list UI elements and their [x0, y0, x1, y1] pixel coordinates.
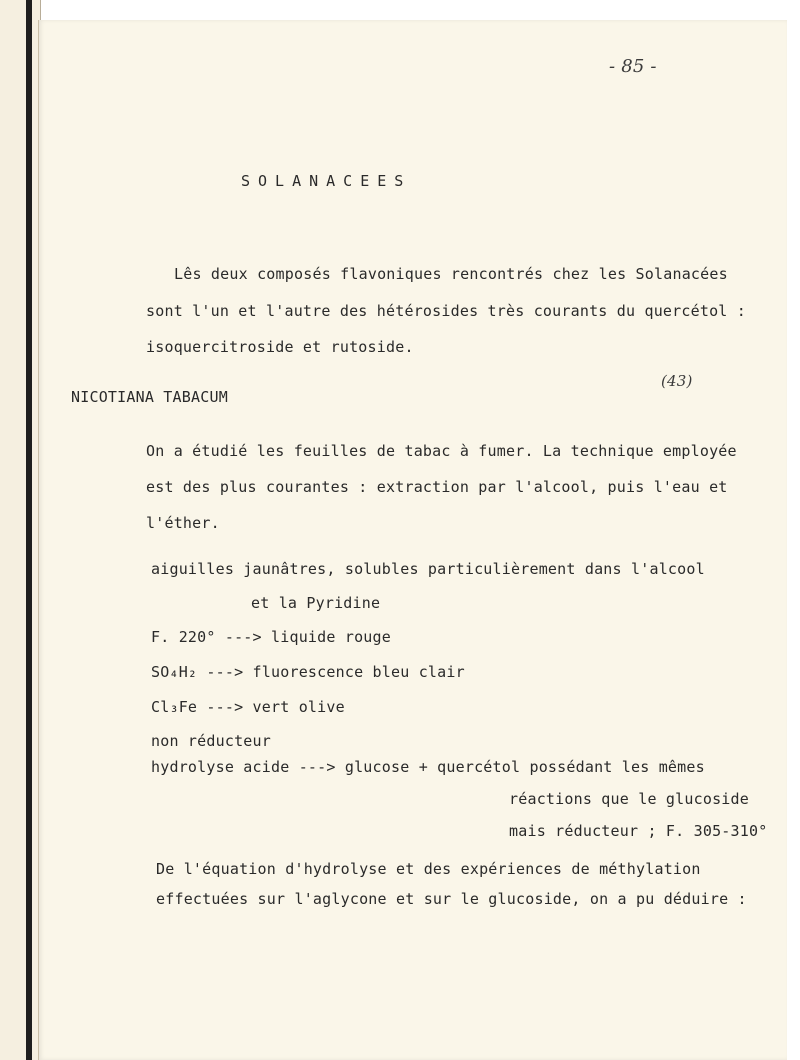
method-line-2: est des plus courantes : extraction par l'alcool, puis l'eau et	[146, 478, 728, 496]
intro-line-1: Lês deux composés flavoniques rencontrés chez les Solanacées	[174, 265, 728, 283]
properties-line-1: aiguilles jaunâtres, solubles particulièrement dans l'alcool	[151, 560, 705, 578]
properties-line-2: et la Pyridine	[251, 594, 381, 612]
method-line-3: l'éther.	[146, 514, 220, 532]
page-number: - 85 -	[609, 56, 657, 77]
property-cl3fe: Cl₃Fe ---> vert olive	[151, 698, 345, 716]
intro-line-2: sont l'un et l'autre des hétérosides très courants du quercétol :	[146, 302, 746, 320]
property-so4h2: SO₄H₂ ---> fluorescence bleu clair	[151, 663, 465, 681]
property-reducteur: non réducteur	[151, 732, 271, 750]
property-fusion: F. 220° ---> liquide rouge	[151, 628, 391, 646]
method-line-1: On a étudié les feuilles de tabac à fumer. La technique employée	[146, 442, 737, 460]
property-hydrolyse: hydrolyse acide ---> glucose + quercétol possédant les mêmes	[151, 758, 705, 776]
property-hydrolyse-3: mais réducteur ; F. 305-310°	[509, 822, 768, 840]
species-name: NICOTIANA TABACUM	[71, 388, 228, 406]
book-binding	[0, 0, 41, 1060]
section-title: SOLANACEES	[241, 172, 412, 190]
conclusion-line-2: effectuées sur l'aglycone et sur le glucoside, on a pu déduire :	[156, 890, 747, 908]
conclusion-line-1: De l'équation d'hydrolyse et des expériences de méthylation	[156, 860, 701, 878]
binding-gutter	[26, 0, 32, 1060]
intro-line-3: isoquercitroside et rutoside.	[146, 338, 414, 356]
property-hydrolyse-2: réactions que le glucoside	[509, 790, 749, 808]
document-page	[38, 20, 787, 1060]
species-reference: (43)	[661, 372, 693, 390]
